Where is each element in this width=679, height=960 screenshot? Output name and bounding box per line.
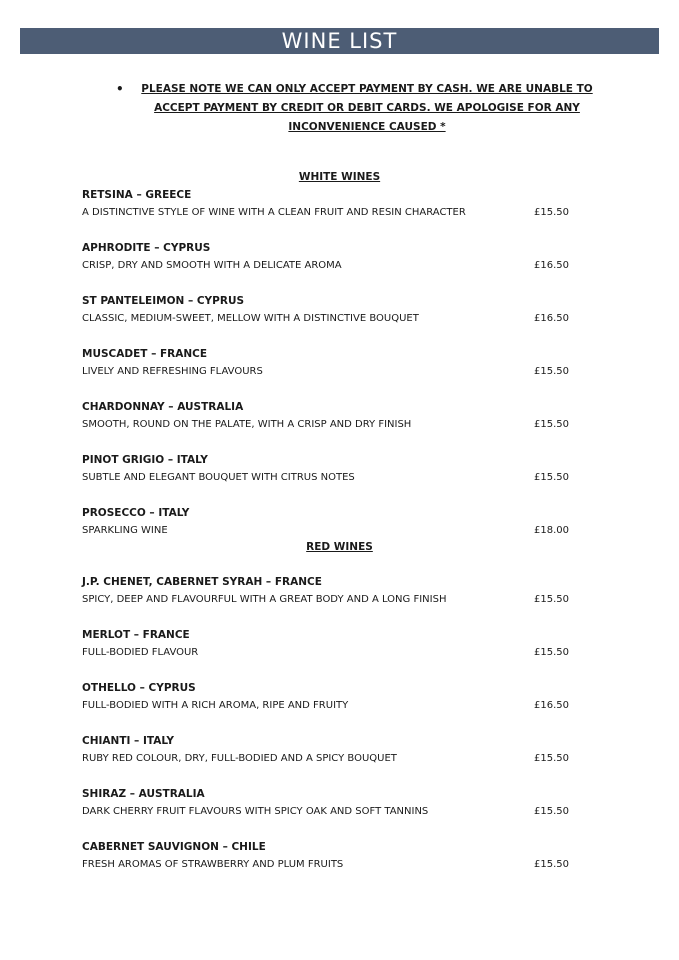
- wine-description: FRESH AROMAS OF STRAWBERRY AND PLUM FRUITS: [82, 859, 344, 870]
- wine-name: ST PANTELEIMON – CYPRUS: [82, 295, 245, 307]
- wine-name: CABERNET SAUVIGNON – CHILE: [82, 841, 266, 853]
- wine-description: CRISP, DRY AND SMOOTH WITH A DELICATE AROMA: [82, 260, 342, 271]
- wine-price: £15.50: [534, 647, 569, 658]
- white-wines-heading: WHITE WINES: [298, 171, 381, 183]
- red-wines-heading: RED WINES: [306, 541, 373, 553]
- wine-description: FULL-BODIED FLAVOUR: [82, 647, 199, 658]
- list-item: [82, 682, 582, 735]
- wine-description: RUBY RED COLOUR, DRY, FULL-BODIED AND A SPICY BOUQUET: [82, 753, 397, 764]
- list-item: [82, 788, 582, 841]
- page-title: WINE LIST: [281, 29, 398, 53]
- list-item: [82, 454, 582, 507]
- wine-name: OTHELLO – CYPRUS: [82, 682, 196, 694]
- title-banner: [20, 28, 659, 54]
- wine-name: CHARDONNAY – AUSTRALIA: [82, 401, 244, 413]
- wine-name: SHIRAZ – AUSTRALIA: [82, 788, 205, 800]
- list-item: [82, 576, 582, 629]
- red-wine-list: [82, 576, 582, 894]
- wine-price: £15.50: [534, 753, 569, 764]
- wine-description: CLASSIC, MEDIUM-SWEET, MELLOW WITH A DISTINCTIVE BOUQUET: [82, 313, 419, 324]
- wine-price: £15.50: [534, 594, 569, 605]
- wine-description: SMOOTH, ROUND ON THE PALATE, WITH A CRISP AND DRY FINISH: [82, 419, 412, 430]
- wine-price: £18.00: [534, 525, 569, 536]
- list-item: [82, 295, 582, 348]
- wine-description: SUBTLE AND ELEGANT BOUQUET WITH CITRUS NOTES: [82, 472, 355, 483]
- bullet-icon: •: [116, 82, 124, 96]
- white-wine-list: [82, 189, 582, 560]
- wine-price: £16.50: [534, 260, 569, 271]
- list-item: [82, 242, 582, 295]
- payment-notice-text: PLEASE NOTE WE CAN ONLY ACCEPT PAYMENT BY CASH. WE ARE UNABLE TO ACCEPT PAYMENT BY CREDIT OR DEBIT CARDS. WE APOLOGISE FOR ANY INCONVENIENCE CAUSED *: [141, 83, 593, 133]
- list-item: [82, 841, 582, 894]
- list-item: [82, 401, 582, 454]
- wine-name: MUSCADET – FRANCE: [82, 348, 208, 360]
- wine-description: A DISTINCTIVE STYLE OF WINE WITH A CLEAN FRUIT AND RESIN CHARACTER: [82, 207, 466, 218]
- wine-name: J.P. CHENET, CABERNET SYRAH – FRANCE: [82, 576, 322, 588]
- wine-price: £16.50: [534, 700, 569, 711]
- wine-price: £15.50: [534, 806, 569, 817]
- wine-description: DARK CHERRY FRUIT FLAVOURS WITH SPICY OAK AND SOFT TANNINS: [82, 806, 429, 817]
- wine-price: £15.50: [534, 366, 569, 377]
- wine-name: APHRODITE – CYPRUS: [82, 242, 211, 254]
- wine-description: FULL-BODIED WITH A RICH AROMA, RIPE AND FRUITY: [82, 700, 349, 711]
- wine-name: PINOT GRIGIO – ITALY: [82, 454, 208, 466]
- wine-name: PROSECCO – ITALY: [82, 507, 190, 519]
- list-item: [82, 735, 582, 788]
- list-item: [82, 348, 582, 401]
- payment-notice: [112, 80, 602, 137]
- wine-price: £15.50: [534, 472, 569, 483]
- wine-name: CHIANTI – ITALY: [82, 735, 174, 747]
- wine-name: MERLOT – FRANCE: [82, 629, 190, 641]
- wine-description: LIVELY AND REFRESHING FLAVOURS: [82, 366, 263, 377]
- list-item: [82, 629, 582, 682]
- wine-description: SPARKLING WINE: [82, 525, 168, 536]
- wine-description: SPICY, DEEP AND FLAVOURFUL WITH A GREAT BODY AND A LONG FINISH: [82, 594, 447, 605]
- wine-name: RETSINA – GREECE: [82, 189, 192, 201]
- wine-price: £16.50: [534, 313, 569, 324]
- list-item: [82, 189, 582, 242]
- wine-price: £15.50: [534, 419, 569, 430]
- wine-price: £15.50: [534, 207, 569, 218]
- wine-price: £15.50: [534, 859, 569, 870]
